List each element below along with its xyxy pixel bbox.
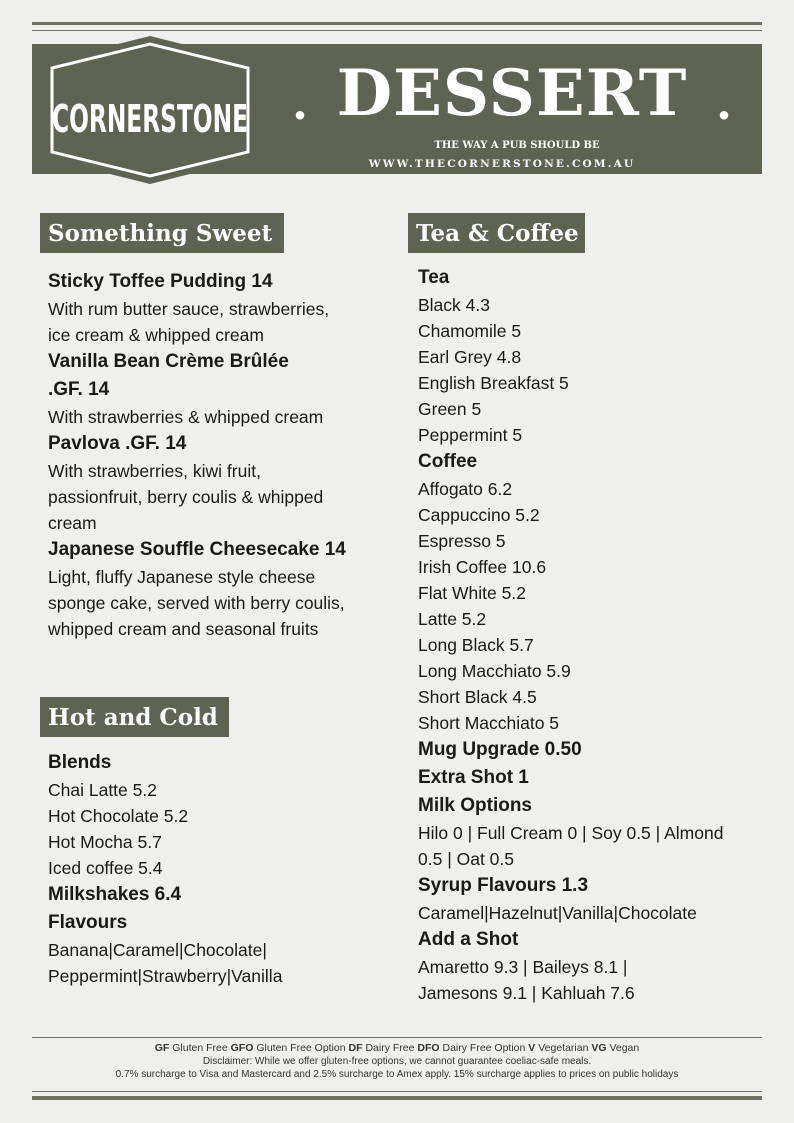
legend-label: Vegetarian — [538, 1042, 589, 1054]
legend-code: DFO — [417, 1042, 440, 1054]
menu-item-name: .GF. 14 — [48, 379, 110, 400]
list-item: Long Black 5.7 — [418, 635, 534, 655]
page-title — [292, 54, 732, 134]
legend-label: Dairy Free — [365, 1042, 415, 1054]
list-item: Caramel|Hazelnut|Vanilla|Chocolate — [418, 903, 697, 923]
list-item: Peppermint|Strawberry|Vanilla — [48, 966, 283, 986]
footer — [32, 1042, 762, 1081]
list-item: Banana|Caramel|Chocolate| — [48, 940, 267, 960]
subheading-blends: Blends — [48, 752, 112, 773]
legend-code: GF — [154, 1042, 170, 1054]
list-item: Cappuccino 5.2 — [418, 505, 540, 525]
list-item: Long Macchiato 5.9 — [418, 661, 571, 681]
legend-code: V — [528, 1042, 536, 1054]
list-item: Iced coffee 5.4 — [48, 858, 163, 878]
list-item: Chai Latte 5.2 — [48, 780, 157, 800]
section-heading-hot-and-cold: Hot and Cold — [40, 697, 229, 737]
tea-coffee-list — [418, 264, 768, 1006]
list-item: Hilo 0 | Full Cream 0 | Soy 0.5 | Almond — [418, 823, 724, 843]
disclaimer-text: Disclaimer: While we offer gluten-free options, we cannot guarantee coeliac-safe meals. — [202, 1056, 592, 1067]
bottom-rule-thin — [32, 1091, 762, 1092]
legend-label: Vegan — [609, 1042, 640, 1054]
surcharge-text: 0.7% surcharge to Visa and Mastercard and 2.5% surcharge to Amex apply. 15% surcharge applies to prices on public holidays — [115, 1069, 679, 1080]
legend-label: Gluten Free — [172, 1042, 228, 1054]
something-sweet-list — [48, 268, 388, 642]
subheading-add-a-shot: Add a Shot — [418, 929, 519, 950]
tagline: THE WAY A PUB SHOULD BE — [434, 140, 600, 151]
legend-code: DF — [348, 1042, 363, 1054]
legend-label: Dairy Free Option — [442, 1042, 526, 1054]
list-item: Hot Chocolate 5.2 — [48, 806, 189, 826]
title-dot-left: . — [292, 76, 309, 130]
section-heading-tea-coffee: Tea & Coffee — [408, 213, 585, 253]
subheading-tea: Tea — [418, 267, 450, 288]
logo-text: CORNERSTONE — [52, 97, 248, 141]
menu-item-desc: ice cream & whipped cream — [48, 325, 264, 345]
legend-code: VG — [591, 1042, 607, 1054]
legend-code: GFO — [230, 1042, 254, 1054]
list-item: Irish Coffee 10.6 — [418, 557, 547, 577]
menu-item-name: Japanese Souffle Cheesecake 14 — [48, 539, 346, 560]
list-item: Affogato 6.2 — [418, 479, 513, 499]
top-rule-thin — [32, 30, 762, 31]
list-item: Green 5 — [418, 399, 482, 419]
mug-upgrade: Mug Upgrade 0.50 — [418, 739, 582, 760]
list-item: English Breakfast 5 — [418, 373, 569, 393]
list-item: Peppermint 5 — [418, 425, 523, 445]
list-item: Short Black 4.5 — [418, 687, 537, 707]
menu-item-desc: With strawberries, kiwi fruit, — [48, 461, 261, 481]
menu-item-desc: cream — [48, 513, 97, 533]
list-item: Latte 5.2 — [418, 609, 487, 629]
subheading-flavours: Flavours — [48, 912, 128, 933]
subheading-milk-options: Milk Options — [418, 795, 532, 816]
list-item: Earl Grey 4.8 — [418, 347, 522, 367]
footer-rule-thin — [32, 1037, 762, 1038]
subheading-coffee: Coffee — [418, 451, 478, 472]
list-item: Espresso 5 — [418, 531, 506, 551]
title-dot-right: . — [715, 76, 732, 130]
list-item: Short Macchiato 5 — [418, 713, 560, 733]
list-item: Chamomile 5 — [418, 321, 522, 341]
title-word: DESSERT — [336, 56, 688, 131]
website-url: WWW.THECORNERSTONE.COM.AU — [368, 158, 636, 170]
list-item: 0.5 | Oat 0.5 — [418, 849, 514, 869]
list-item: Amaretto 9.3 | Baileys 8.1 | — [418, 957, 628, 977]
menu-item-name: Vanilla Bean Crème Brûlée — [48, 351, 289, 372]
subheading-syrup: Syrup Flavours 1.3 — [418, 875, 589, 896]
menu-item-desc: Light, fluffy Japanese style cheese — [48, 567, 316, 587]
menu-item-desc: With rum butter sauce, strawberries, — [48, 299, 330, 319]
list-item: Hot Mocha 5.7 — [48, 832, 162, 852]
menu-item-name: Pavlova .GF. 14 — [48, 433, 187, 454]
subheading-milkshakes: Milkshakes 6.4 — [48, 884, 182, 905]
menu-item-desc: passionfruit, berry coulis & whipped — [48, 487, 324, 507]
menu-item-desc: With strawberries & whipped cream — [48, 407, 324, 427]
list-item: Jamesons 9.1 | Kahluah 7.6 — [418, 983, 635, 1003]
cornerstone-logo — [36, 36, 264, 184]
list-item: Black 4.3 — [418, 295, 490, 315]
bottom-rule-thick — [32, 1096, 762, 1100]
extra-shot: Extra Shot 1 — [418, 767, 529, 788]
legend-label: Gluten Free Option — [256, 1042, 346, 1054]
dietary-legend — [32, 1042, 762, 1055]
hot-and-cold-list — [48, 749, 388, 989]
menu-item-desc: sponge cake, served with berry coulis, — [48, 593, 345, 613]
menu-item-desc: whipped cream and seasonal fruits — [48, 619, 319, 639]
menu-item-name: Sticky Toffee Pudding 14 — [48, 271, 273, 292]
list-item: Flat White 5.2 — [418, 583, 526, 603]
top-rule-thick — [32, 22, 762, 25]
section-heading-something-sweet: Something Sweet — [40, 213, 284, 253]
